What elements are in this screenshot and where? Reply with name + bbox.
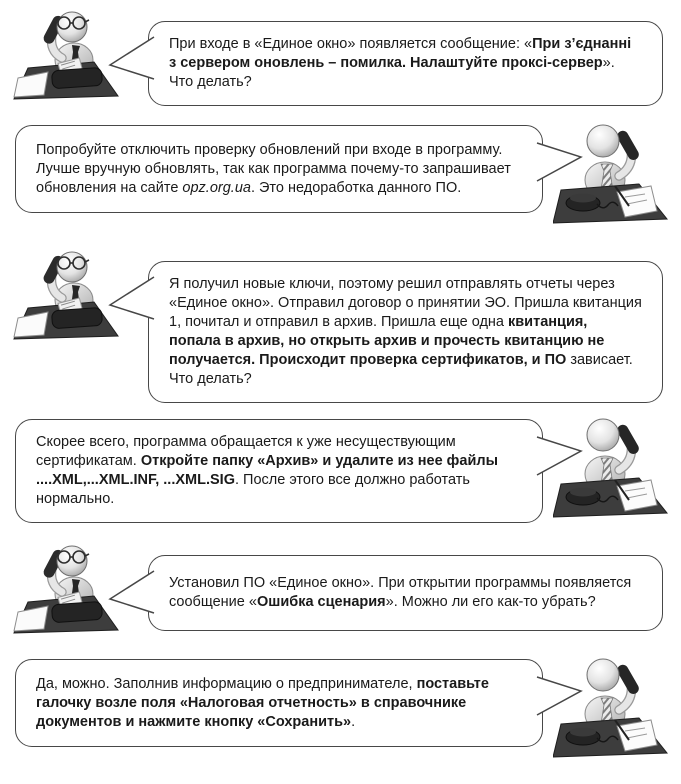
text-regular: ». Что делать? (169, 55, 615, 90)
answer-text (36, 433, 522, 509)
qa-row-answer-1 (10, 120, 671, 237)
answer-text (36, 141, 522, 198)
answer-text (36, 675, 522, 732)
qa-row-question-2 (10, 248, 671, 403)
question-bubble (148, 21, 663, 106)
text-regular: Скорее всего, программа обращается к уже несуществующим сертификатам. (36, 434, 456, 469)
text-italic: opz.org.ua (182, 179, 251, 196)
qa-row-question-1 (10, 8, 671, 109)
answer-bubble (15, 659, 543, 747)
text-regular: Установил ПО «Единое окно». При открытии программы появляется сообщение « (169, 575, 632, 610)
text-regular: Попробуйте отключить проверку обновлений при входе в программу. Лучше вручную обновлять, так как программа почему-то запрашивает обновления на сайте (36, 141, 511, 196)
text-bold: Ошибка сценария (256, 594, 386, 610)
qa-row-question-3 (10, 542, 671, 643)
text-regular: Я получил новые ключи, поэтому решил отправлять отчеты через «Единое окно». Отправил договор о принятии ЭО. Пришла квитанция 1, почитал и отправил в архив. Пришла еще одна (169, 276, 642, 330)
question-text (169, 35, 642, 92)
bubble-tail-right (536, 672, 583, 722)
qa-row-answer-3 (10, 654, 671, 771)
text-regular: При входе в «Единое окно» появляется сообщение: « (169, 36, 533, 52)
bubble-tail-left (108, 568, 155, 618)
question-bubble (148, 261, 663, 403)
qa-row-answer-2 (10, 414, 671, 531)
text-bold: квитанция, попала в архив, но открыть архив и прочесть квитанцию не получается. Происходит проверка сертификатов, и ПО (169, 314, 605, 368)
text-regular: . После этого все должно работать нормально. (36, 472, 470, 507)
text-regular: зависает. Что делать? (169, 352, 633, 387)
text-bold: При з’єднанні з сервером оновлень – помилка. Налаштуйте проксі-сервер (169, 36, 632, 71)
text-bold: поставьте галочку возле поля «Налоговая отчетность» в справочнике документов и нажмите кнопку «Сохранить» (36, 675, 489, 730)
bubble-tail-right (536, 432, 583, 482)
question-text (169, 574, 642, 612)
text-regular: . Это недоработка данного ПО. (250, 179, 462, 196)
answer-bubble (15, 419, 543, 523)
text-regular: . (351, 713, 356, 730)
text-regular: ». Можно ли его как-то убрать? (385, 594, 596, 610)
question-bubble (148, 555, 663, 631)
bubble-tail-left (108, 274, 155, 324)
question-text (169, 275, 642, 389)
text-bold: Откройте папку «Архив» и удалите из нее файлы ....XML,...XML.INF, ...XML.SIG (36, 453, 498, 488)
bubble-tail-right (536, 138, 583, 188)
answer-bubble (15, 125, 543, 213)
bubble-tail-left (108, 34, 155, 84)
text-regular: Да, можно. Заполнив информацию о предпринимателе, (36, 675, 417, 692)
